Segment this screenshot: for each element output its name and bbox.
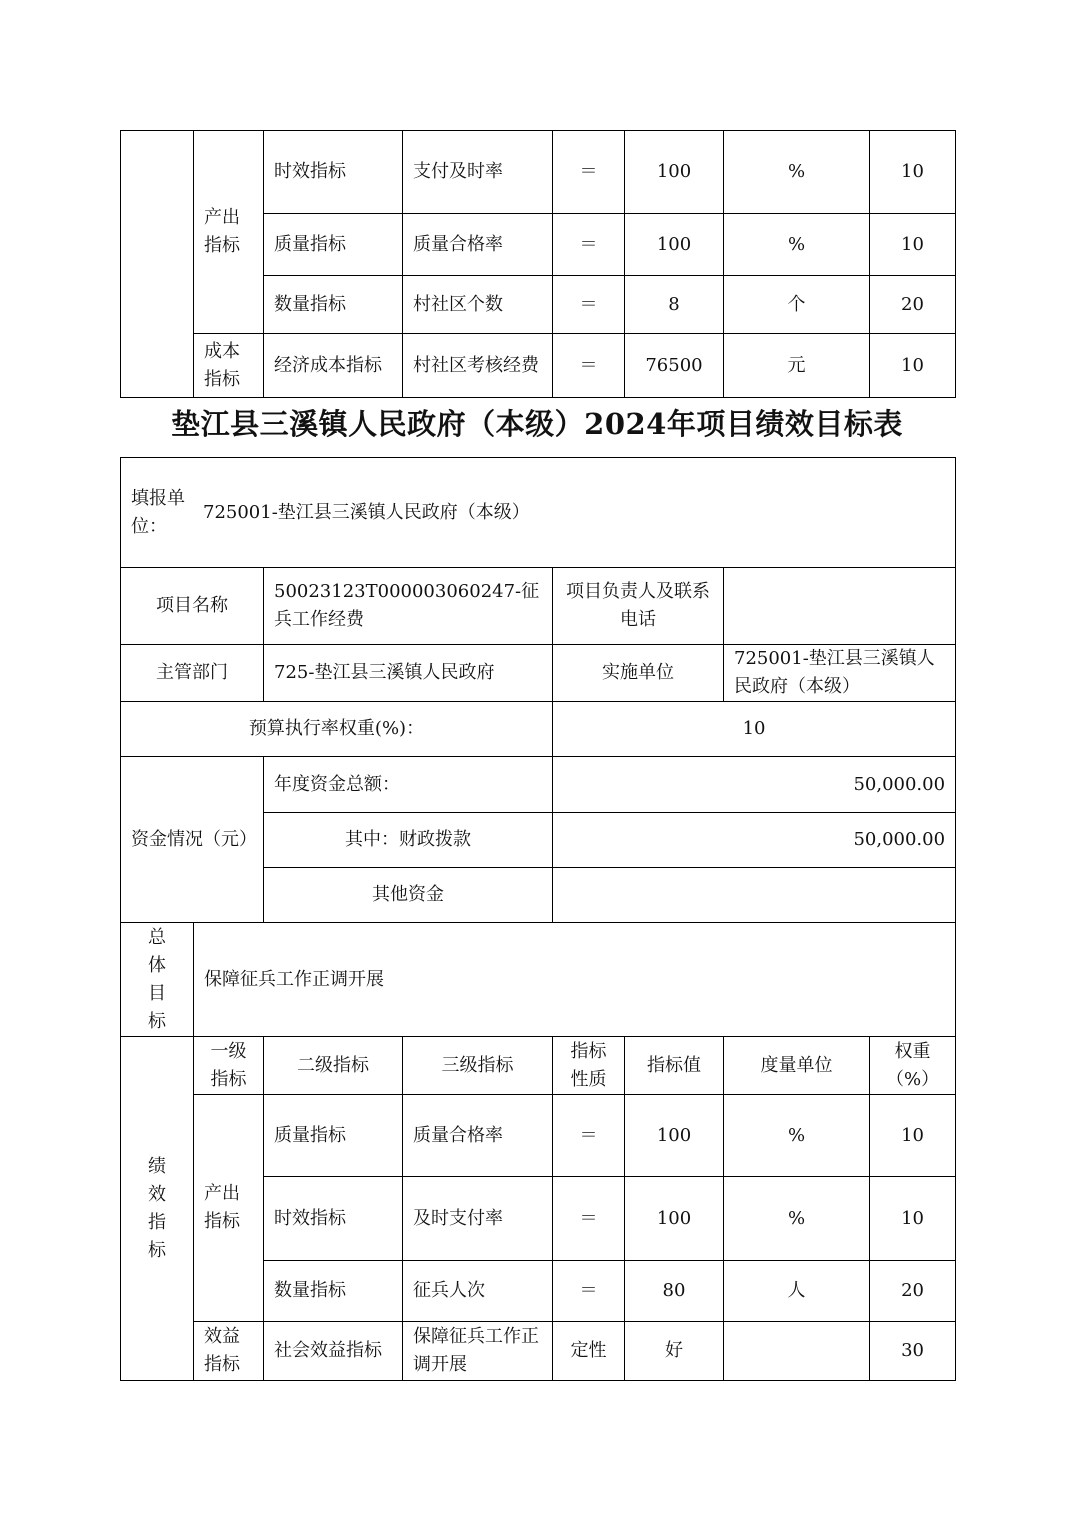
impl-value: 725001-垫江县三溪镇人民政府（本级） [724,645,956,702]
filler-label: 填报单位： [131,487,185,537]
funds-row [121,757,956,813]
level3-cell: 征兵人次 [403,1261,553,1322]
header-level1: 一级指标 [194,1037,264,1095]
weight-cell: 10 [870,334,956,398]
level3-cell: 及时支付率 [403,1177,553,1261]
level2-cell: 时效指标 [264,131,403,214]
annual-total-value: 50,000.00 [553,757,956,813]
project-name-value: 50023123T000003060247-征兵工作经费 [264,568,553,645]
level3-cell: 村社区考核经费 [403,334,553,398]
value-cell: 100 [625,131,724,214]
other-funds-label: 其他资金 [264,868,553,923]
weight-cell: 10 [870,1177,956,1261]
value-cell: 100 [625,1095,724,1177]
nature-cell: 定性 [553,1322,625,1381]
weight-cell: 10 [870,1095,956,1177]
header-weight: 权重（%） [870,1037,956,1095]
filler-cell [121,458,956,568]
level3-cell: 质量合格率 [403,214,553,276]
table-row [121,131,956,214]
unit-cell: % [724,1177,870,1261]
weight-cell: 30 [870,1322,956,1381]
level3-cell: 村社区个数 [403,276,553,334]
level2-cell: 社会效益指标 [264,1322,403,1381]
filler-row [121,458,956,568]
contact-value [724,568,956,645]
unit-cell: 个 [724,276,870,334]
top-indicator-table [120,130,956,398]
level2-cell: 质量指标 [264,214,403,276]
table-row [121,334,956,398]
page-title: 垫江县三溪镇人民政府（本级）2024年项目绩效目标表 [171,407,903,441]
fiscal-value: 50,000.00 [553,813,956,868]
unit-cell: 人 [724,1261,870,1322]
level2-cell: 时效指标 [264,1177,403,1261]
header-unit: 度量单位 [724,1037,870,1095]
nature-cell: ＝ [553,1261,625,1322]
header-level3: 三级指标 [403,1037,553,1095]
performance-target-table [120,457,956,1381]
level2-cell: 经济成本指标 [264,334,403,398]
impl-label: 实施单位 [553,645,724,702]
unit-cell: % [724,1095,870,1177]
annual-total-label: 年度资金总额： [264,757,553,813]
output-indicator-label: 产出指标 [194,1095,264,1322]
value-cell: 好 [625,1322,724,1381]
level2-cell: 数量指标 [264,276,403,334]
level3-cell: 保障征兵工作正调开展 [403,1322,553,1381]
goal-row [121,923,956,1037]
contact-label: 项目负责人及联系电话 [553,568,724,645]
dept-label: 主管部门 [121,645,264,702]
filler-value: 725001-垫江县三溪镇人民政府（本级） [203,501,530,523]
funds-label: 资金情况（元） [121,757,264,923]
value-cell: 100 [625,1177,724,1261]
value-cell: 100 [625,214,724,276]
header-nature: 指标性质 [553,1037,625,1095]
blank-cell [121,131,194,398]
unit-cell: % [724,131,870,214]
value-cell: 80 [625,1261,724,1322]
weight-cell: 20 [870,1261,956,1322]
project-row [121,568,956,645]
header-value: 指标值 [625,1037,724,1095]
perf-header-row [121,1037,956,1095]
output-indicator-label: 产出指标 [194,131,264,334]
budget-weight-label: 预算执行率权重(%)： [121,702,553,757]
nature-cell: ＝ [553,1095,625,1177]
perf-section-label-text: 绩效指标 [148,1155,166,1261]
unit-cell [724,1322,870,1381]
fiscal-label: 其中：财政拨款 [264,813,553,868]
level2-cell: 数量指标 [264,1261,403,1322]
goal-value: 保障征兵工作正调开展 [194,923,956,1037]
nature-cell: ＝ [553,131,625,214]
unit-cell: 元 [724,334,870,398]
nature-cell: ＝ [553,334,625,398]
nature-cell: ＝ [553,276,625,334]
unit-cell: % [724,214,870,276]
weight-cell: 20 [870,276,956,334]
benefit-indicator-label: 效益指标 [194,1322,264,1381]
level3-cell: 质量合格率 [403,1095,553,1177]
nature-cell: ＝ [553,1177,625,1261]
project-name-label: 项目名称 [121,568,264,645]
value-cell: 8 [625,276,724,334]
table-row [121,1095,956,1177]
value-cell: 76500 [625,334,724,398]
cost-indicator-label: 成本指标 [194,334,264,398]
budget-weight-value: 10 [553,702,956,757]
nature-cell: ＝ [553,214,625,276]
other-funds-value [553,868,956,923]
weight-cell: 10 [870,214,956,276]
level2-cell: 质量指标 [264,1095,403,1177]
perf-section-label [121,1037,194,1381]
goal-label-text: 总体目标 [148,926,166,1032]
goal-label [121,923,194,1037]
weight-cell: 10 [870,131,956,214]
table-row [121,1322,956,1381]
department-row [121,645,956,702]
budget-weight-row [121,702,956,757]
level3-cell: 支付及时率 [403,131,553,214]
dept-value: 725-垫江县三溪镇人民政府 [264,645,553,702]
header-level2: 二级指标 [264,1037,403,1095]
